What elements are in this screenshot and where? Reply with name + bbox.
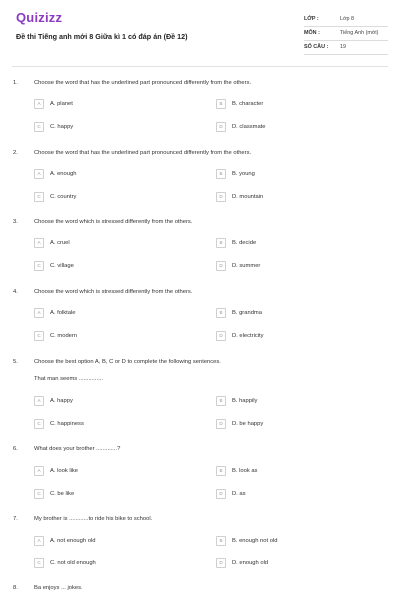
option-text: C. village [50, 262, 74, 269]
option-letter: C [34, 558, 44, 568]
option-letter: B [216, 169, 226, 179]
question-text: Choose the word that has the underlined part pronounced differently from the others. [34, 80, 252, 86]
option-text: A. happy [50, 397, 73, 404]
meta-label: MÔN : [304, 30, 320, 36]
option-letter: B [216, 238, 226, 248]
option-letter: D [216, 489, 226, 499]
option-text: D. mountain [232, 193, 264, 200]
option-letter: A [34, 466, 44, 476]
meta-label: LỚP : [304, 16, 319, 22]
option-letter: B [216, 99, 226, 109]
option-text: C. not old enough [50, 559, 96, 566]
option-letter: C [34, 261, 44, 271]
option-text: D. classmate [232, 123, 266, 130]
option-text: C. country [50, 193, 77, 200]
option-letter: D [216, 261, 226, 271]
worksheet-meta [304, 13, 388, 55]
option-letter: A [34, 238, 44, 248]
question-text: What does your brother .............? [34, 446, 121, 452]
question-text: Choose the word that has the underlined part pronounced differently from the others. [34, 150, 252, 156]
option-text: C. be like [50, 490, 75, 497]
question-number: 8. [13, 585, 18, 591]
question-text: My brother is ............to ride his bike to school. [34, 516, 153, 522]
option-text: A. enough [50, 170, 77, 177]
option-letter: D [216, 419, 226, 429]
meta-row-question-count [304, 41, 388, 55]
meta-value: Tiếng Anh (mới) [340, 30, 379, 36]
question-subtext: That man seems ............... [34, 376, 103, 382]
option-text: B. happily [232, 397, 258, 404]
option-letter: D [216, 192, 226, 202]
question-number: 1. [13, 80, 18, 86]
option-text: B. look as [232, 467, 258, 474]
option-letter: A [34, 169, 44, 179]
quizizz-logo: Quizizz [16, 10, 63, 25]
question-text: Choose the word which is stressed differently from the others. [34, 219, 193, 225]
question-number: 7. [13, 516, 18, 522]
option-text: B. grandma [232, 309, 262, 316]
option-text: D. enough old [232, 559, 269, 566]
meta-value: 19 [340, 44, 346, 50]
question-number: 4. [13, 289, 18, 295]
option-text: C. modern [50, 332, 78, 339]
question-text: Ba enjoys ... jokes. [34, 585, 83, 591]
worksheet-title: Đề thi Tiếng anh mới 8 Giữa kì 1 có đáp án (Đề 12) [16, 32, 188, 41]
meta-row-subject [304, 27, 388, 41]
option-letter: C [34, 122, 44, 132]
option-letter: A [34, 99, 44, 109]
meta-value: Lớp 8 [340, 16, 355, 22]
question-number: 5. [13, 359, 18, 365]
option-letter: C [34, 419, 44, 429]
option-letter: B [216, 466, 226, 476]
question-number: 6. [13, 446, 18, 452]
option-letter: B [216, 536, 226, 546]
option-text: A. folktale [50, 309, 76, 316]
option-letter: C [34, 489, 44, 499]
option-letter: B [216, 308, 226, 318]
option-letter: A [34, 536, 44, 546]
option-text: A. look like [50, 467, 79, 474]
option-text: D. electricity [232, 332, 264, 339]
option-letter: D [216, 122, 226, 132]
option-text: C. happy [50, 123, 74, 130]
question-number: 2. [13, 150, 18, 156]
worksheet-header [0, 0, 400, 66]
question-text: Choose the word which is stressed differently from the others. [34, 289, 193, 295]
option-text: C. happiness [50, 420, 84, 427]
option-letter: B [216, 396, 226, 406]
option-text: B. enough not old [232, 537, 278, 544]
option-letter: D [216, 331, 226, 341]
option-letter: C [34, 192, 44, 202]
meta-row-class [304, 13, 388, 27]
option-text: B. young [232, 170, 255, 177]
header-divider [12, 66, 388, 67]
question-text: Choose the best option A, B, C or D to complete the following sentences. [34, 359, 221, 365]
option-letter: A [34, 308, 44, 318]
option-text: D. summer [232, 262, 261, 269]
option-text: A. planet [50, 100, 73, 107]
option-text: D. as [232, 490, 246, 497]
option-text: B. decide [232, 239, 257, 246]
option-text: A. cruel [50, 239, 70, 246]
option-letter: A [34, 396, 44, 406]
option-letter: C [34, 331, 44, 341]
option-letter: D [216, 558, 226, 568]
question-number: 3. [13, 219, 18, 225]
option-text: D. be happy [232, 420, 264, 427]
option-text: B. character [232, 100, 264, 107]
meta-label: SỐ CÂU : [304, 44, 329, 50]
option-text: A. not enough old [50, 537, 96, 544]
